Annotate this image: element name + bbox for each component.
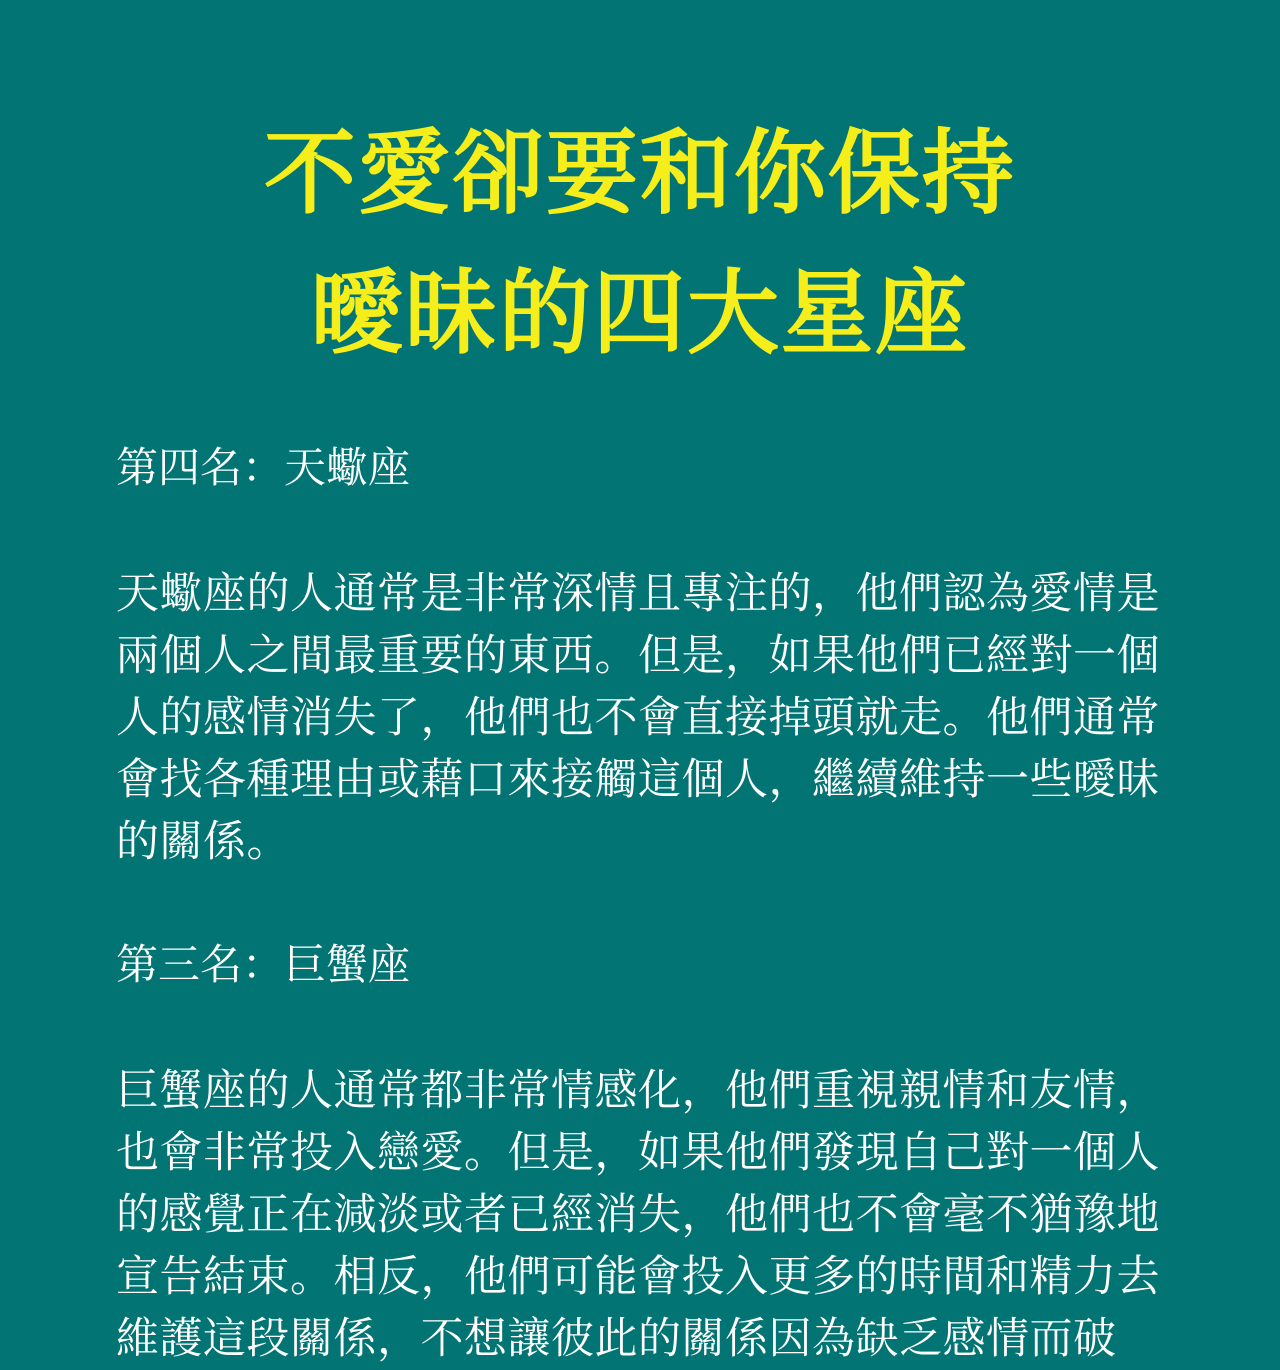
- paragraph-line: 的感覺正在減淡或者已經消失，他們也不會毫不猶豫地: [116, 1190, 1160, 1240]
- section-paragraph-cancer: [116, 1060, 1176, 1370]
- section-paragraph-scorpio: [116, 563, 1176, 873]
- section-heading-cancer: 第三名：巨蟹座: [116, 940, 411, 989]
- title-line-1: 不愛卻要和你保持: [263, 120, 1016, 227]
- paragraph-line: 宣告結束。相反，他們可能會投入更多的時間和精力去: [116, 1252, 1160, 1302]
- paragraph-line: 的關係。: [116, 817, 290, 867]
- paragraph-line: 維護這段關係，不想讓彼此的關係因為缺乏感情而破: [116, 1314, 1117, 1364]
- paragraph-line: 巨蟹座的人通常都非常情感化，他們重視親情和友情，: [116, 1066, 1160, 1116]
- paragraph-line: 人的感情消失了，他們也不會直接掉頭就走。他們通常: [116, 693, 1160, 743]
- title-line-2: 曖昧的四大星座: [310, 260, 969, 367]
- section-heading-scorpio: 第四名：天蠍座: [116, 443, 411, 492]
- paragraph-line: 天蠍座的人通常是非常深情且專注的，他們認為愛情是: [116, 569, 1160, 619]
- paragraph-line: 也會非常投入戀愛。但是，如果他們發現自己對一個人: [116, 1128, 1160, 1178]
- paragraph-line: 兩個人之間最重要的東西。但是，如果他們已經對一個: [116, 631, 1160, 681]
- paragraph-line: 會找各種理由或藉口來接觸這個人，繼續維持一些曖昧: [116, 755, 1160, 805]
